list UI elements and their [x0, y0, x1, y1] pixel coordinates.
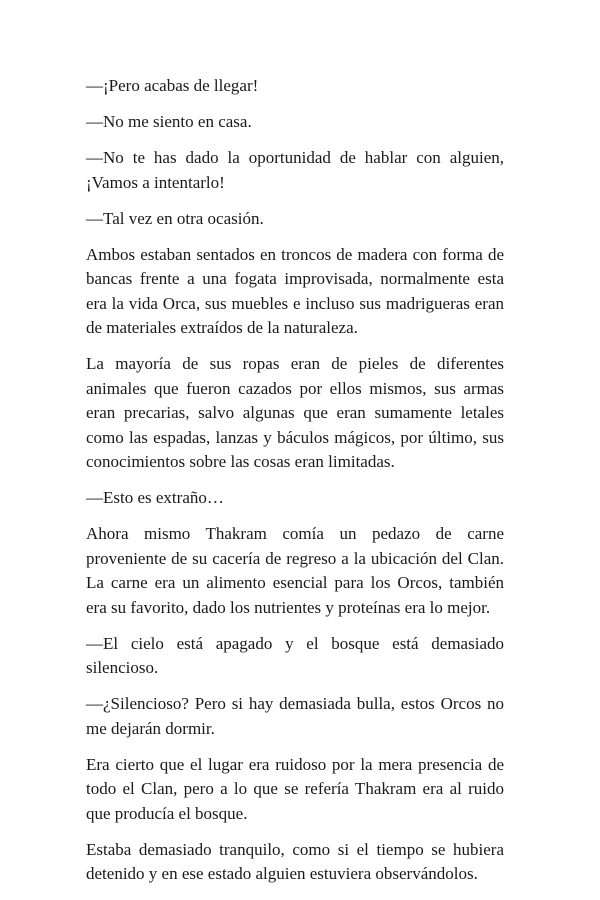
narrative-paragraph: Ahora mismo Thakram comía un pedazo de carne proveniente de su cacería de regreso a la ubicación del Clan. La carne era un alimento esencial para los Orcos, también era su favorito, dado los nutrientes y proteínas era lo mejor.	[86, 524, 504, 617]
narrative-paragraph: Era cierto que el lugar era ruidoso por la mera presencia de todo el Clan, pero a lo que se refería Thakram era al ruido que producía el bosque.	[86, 754, 504, 823]
dialogue-line: —No te has dado la oportunidad de hablar con alguien, ¡Vamos a intentarlo!	[86, 148, 504, 192]
narrative-paragraph: La mayoría de sus ropas eran de pieles de diferentes animales que fueron cazados por ellos mismos, sus armas eran precarias, salvo algunas que eran sumamente letales como las espadas, lanzas y báculos mágicos, por último, sus conocimientos sobre las cosas eran limitadas.	[86, 354, 504, 471]
dialogue-line: —Esto es extraño…	[86, 488, 224, 507]
narrative-paragraph: Estaba demasiado tranquilo, como si el tiempo se hubiera detenido y en ese estado alguien estuviera observándolos.	[86, 839, 504, 883]
dialogue-line: —¿Silencioso? Pero si hay demasiada bulla, estos Orcos no me dejarán dormir.	[86, 694, 504, 738]
dialogue-line: —No me siento en casa.	[86, 112, 252, 131]
dialogue-line: —¡Pero acabas de llegar!	[86, 76, 259, 95]
book-page	[86, 74, 504, 898]
dialogue-line: —Tal vez en otra ocasión.	[86, 208, 264, 228]
dialogue-line: —El cielo está apagado y el bosque está demasiado silencioso.	[86, 633, 504, 677]
narrative-paragraph: Ambos estaban sentados en troncos de madera con forma de bancas frente a una fogata improvisada, normalmente esta era la vida Orca, sus muebles e incluso sus madrigueras eran de materiales extraídos de la naturaleza.	[86, 244, 504, 337]
